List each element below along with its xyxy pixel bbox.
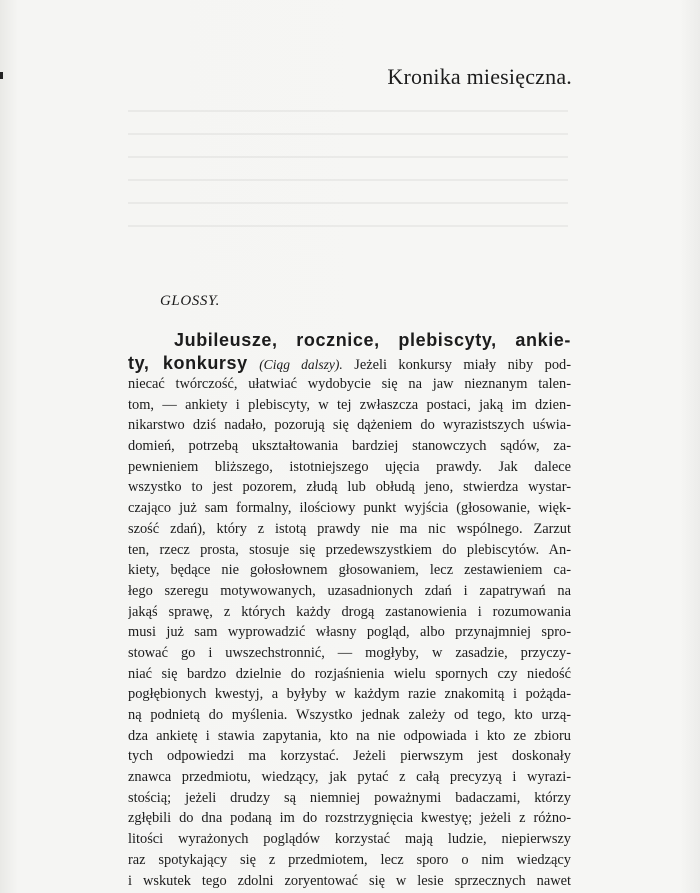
text-line: domień, potrzebą ukształtowania bardziej stanowczych sądów, za-	[128, 438, 571, 455]
paragraph-lines	[128, 374, 571, 891]
text-line: musi już sam wyprowadzić własny pogląd, albo przynajmniej spro-	[128, 624, 571, 641]
article-title-continuation: ty, konkursy	[128, 353, 248, 373]
article-title-line-2	[128, 352, 571, 374]
continuation-note: (Ciąg dalszy).	[259, 357, 343, 372]
text-line: niecać twórczość, ułatwiać wydobycie się na jaw nieznanym talen-	[128, 376, 571, 392]
text-line: jakąś sprawę, z których każdy drogą zastanowienia i rozumowania	[128, 603, 571, 620]
text-line: tom, — ankiety i plebiscyty, w tej zwłaszcza postaci, jaką im dzien-	[128, 396, 571, 413]
text-line: stować go i uwszechstronnić, — mogłyby, w zasadzie, przyczy-	[128, 644, 571, 661]
text-line: dza ankietę i stawia zapytania, kto na nie odpowiada i kto ze zbioru	[128, 727, 571, 744]
paragraph-opening: Jeżeli konkursy miały niby pod-	[354, 357, 571, 373]
text-line: czająco już sam formalny, ilościowy punkt wyjścia (głosowanie, więk-	[128, 500, 571, 517]
text-line: ną podnietą do myślenia. Wszystko jednak zależy od tego, kto urzą-	[128, 707, 571, 723]
text-line: znawca przedmiotu, wiedzący, jak pytać z całą precyzyą i wyrazi-	[128, 769, 571, 786]
text-line: nikarstwo dziś nadało, pozorują się dążeniem do wyrazistszych uświa-	[128, 417, 571, 434]
text-line: raz spotykający się z przedmiotem, lecz sporo o nim wiedzący	[128, 851, 571, 868]
text-line: litości wyrażonych poglądów korzystać mają ludzie, niepierwszy	[128, 831, 571, 848]
text-line: tych odpowiedzi ma korzystać. Jeżeli pierwszym jest doskonały	[128, 748, 571, 765]
text-line: pogłębionych kwestyj, a byłyby w każdym razie znakomitą i pożąda-	[128, 686, 571, 703]
article-title-line-1: Jubileusze, rocznice, plebiscyty, ankie-	[174, 330, 571, 350]
text-line: ten, rzecz prosta, stosuje się przedewszystkiem do plebiscytów. An-	[128, 541, 571, 558]
text-line: pewnieniem bliższego, istotniejszego ujęcia prawdy. Jak dalece	[128, 458, 571, 475]
bleed-through-shadow	[128, 110, 568, 250]
section-label: GLOSSY.	[160, 293, 220, 309]
running-head: Kronika miesięczna.	[387, 64, 572, 89]
text-line: niać się bardzo dzielnie do rozjaśnienia wielu spornych czy niedość	[128, 665, 571, 682]
text-line: łego szeregu motywowanych, uzasadnionych zdań i zapatrywań na	[128, 582, 571, 599]
edge-mark	[0, 72, 3, 79]
text-line: stością; jeżeli drudzy są niemniej poważnymi badaczami, którzy	[128, 789, 571, 806]
text-line: szość zdań), który z istotą prawdy nie ma nic wspólnego. Zarzut	[128, 520, 571, 537]
text-line: zgłębili do dna podaną im do rozstrzygnięcia kwestyę; jeżeli z różno-	[128, 810, 571, 827]
text-line: i wskutek tego zdolni zoryentować się w lesie sprzecznych nawet	[128, 872, 571, 889]
article-body	[128, 328, 571, 891]
text-line: kiety, będące nie gołosłownem głosowaniem, lecz zestawieniem ca-	[128, 562, 571, 579]
text-line: wszystko to jest pozorem, złudą lub obłudą jeno, stwierdza wystar-	[128, 479, 571, 496]
